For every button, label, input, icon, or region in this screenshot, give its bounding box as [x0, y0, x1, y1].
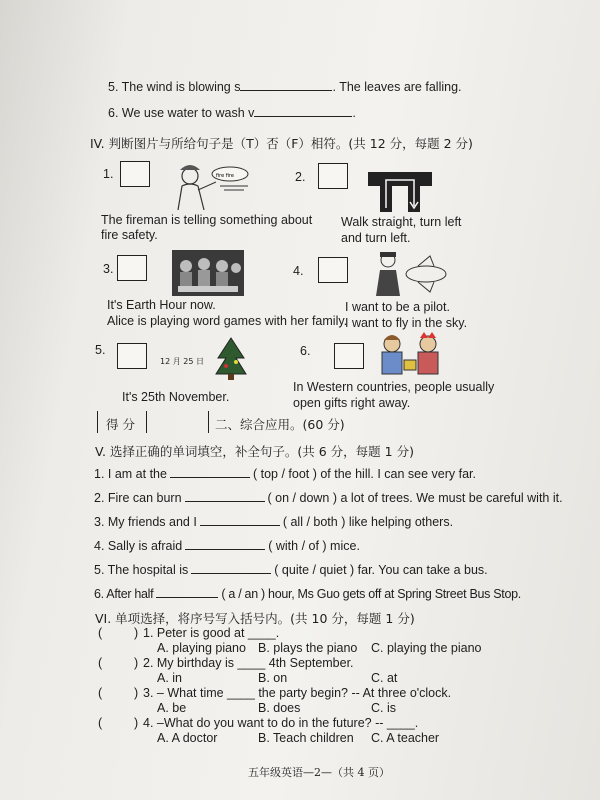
answer-blank[interactable] [170, 477, 250, 478]
answer-paren-close[interactable]: ) [134, 716, 139, 730]
option-b: B. plays the piano [258, 641, 358, 655]
option-b: B. on [258, 671, 288, 685]
answer-box[interactable] [117, 255, 147, 281]
fill-word-question: 3. My friends and I ( all / both ) like helping others. [94, 515, 454, 529]
family-picture [172, 250, 244, 296]
sentence-line-2: and turn left. [341, 231, 411, 245]
divider [146, 411, 147, 433]
item-number: 6. [300, 344, 311, 358]
sentence-line-2: I want to fly in the sky. [345, 316, 468, 330]
divider [208, 411, 209, 433]
item-number: 5. [95, 343, 106, 357]
item-number: 4. [293, 264, 304, 278]
score-label: 得 分 [106, 417, 135, 432]
answer-blank[interactable] [185, 549, 265, 550]
option-c: C. at [371, 671, 398, 685]
answer-paren-open[interactable]: ( [98, 716, 103, 730]
section-5-header: V. 选择正确的单词填空，补全句子。(共 6 分，每题 1 分) [95, 444, 414, 459]
fireman-picture [168, 160, 252, 212]
answer-box[interactable] [318, 257, 348, 283]
answer-blank[interactable] [156, 597, 218, 598]
option-a: A. playing piano [157, 641, 246, 655]
sentence-line-1: Walk straight, turn left [341, 215, 462, 229]
divider [97, 411, 98, 433]
part-two-title: 二、综合应用。(60 分) [215, 417, 345, 432]
section-6-header: VI. 单项选择，将序号写入括号内。(共 10 分，每题 1 分) [95, 611, 415, 626]
section-4-header: IV. 判断图片与所给句子是（T）否（F）相符。(共 12 分，每题 2 分) [90, 136, 473, 151]
sentence-line-1: It's 25th November. [122, 390, 230, 404]
answer-blank[interactable] [254, 116, 352, 117]
sentence-line-2: fire safety. [101, 228, 158, 242]
question-text: 3. – What time ____ the party begin? -- At three o'clock. [143, 686, 452, 700]
sentence-line-1: The fireman is telling something about [101, 213, 313, 227]
question-text: 2. My birthday is ____ 4th September. [143, 656, 354, 670]
sentence-line-1: It's Earth Hour now. [107, 298, 216, 312]
fill-question-6: 6. We use water to wash v . [108, 106, 356, 120]
answer-paren-open[interactable]: ( [98, 686, 103, 700]
fill-word-question: 4. Sally is afraid ( with / of ) mice. [94, 539, 360, 553]
fill-word-question: 6. After half ( a / an ) hour, Ms Guo gets off at Spring Street Bus Stop. [94, 587, 521, 601]
svg-text:fire fire: fire fire [216, 173, 234, 179]
item-number: 2. [295, 170, 306, 184]
sentence-line-2: open gifts right away. [293, 396, 411, 410]
answer-paren-open[interactable]: ( [98, 656, 103, 670]
answer-blank[interactable] [185, 501, 265, 502]
pilot-picture [372, 250, 448, 298]
sentence-line-1: In Western countries, people usually [293, 380, 495, 394]
sentence-line-2: Alice is playing word games with her family. [107, 314, 348, 328]
road-map-picture [368, 158, 432, 212]
option-c: C. playing the piano [371, 641, 482, 655]
answer-paren-close[interactable]: ) [134, 686, 139, 700]
fill-word-question: 5. The hospital is ( quite / quiet ) far. You can take a bus. [94, 563, 488, 577]
calendar-date: 12 月 25 日 [160, 357, 204, 366]
answer-paren-close[interactable]: ) [134, 656, 139, 670]
question-text: 4. –What do you want to do in the future? -- ____. [143, 716, 419, 730]
answer-box[interactable] [120, 161, 150, 187]
item-number: 3. [103, 262, 114, 276]
christmas-tree-icon [214, 336, 248, 382]
answer-box[interactable] [318, 163, 348, 189]
children-gift-picture [376, 332, 448, 382]
answer-paren-open[interactable]: ( [98, 626, 103, 640]
page-footer: 五年级英语—2—（共 4 页） [248, 766, 390, 779]
option-c: C. is [371, 701, 396, 715]
answer-box[interactable] [334, 343, 364, 369]
option-a: A. be [157, 701, 187, 715]
answer-blank[interactable] [240, 90, 332, 91]
option-a: A. A doctor [157, 731, 218, 745]
question-text: 1. Peter is good at ____. [143, 626, 280, 640]
answer-blank[interactable] [200, 525, 280, 526]
item-number: 1. [103, 167, 114, 181]
fill-word-question: 2. Fire can burn ( on / down ) a lot of trees. We must be careful with it. [94, 491, 563, 505]
answer-box[interactable] [117, 343, 147, 369]
option-b: B. does [258, 701, 301, 715]
option-b: B. Teach children [258, 731, 354, 745]
sentence-line-1: I want to be a pilot. [345, 300, 450, 314]
fill-word-question: 1. I am at the ( top / foot ) of the hill. I can see very far. [94, 467, 476, 481]
answer-paren-close[interactable]: ) [134, 626, 139, 640]
option-c: C. A teacher [371, 731, 440, 745]
option-a: A. in [157, 671, 183, 685]
fill-question-5: 5. The wind is blowing s . The leaves are falling. [108, 80, 462, 94]
answer-blank[interactable] [191, 573, 271, 574]
